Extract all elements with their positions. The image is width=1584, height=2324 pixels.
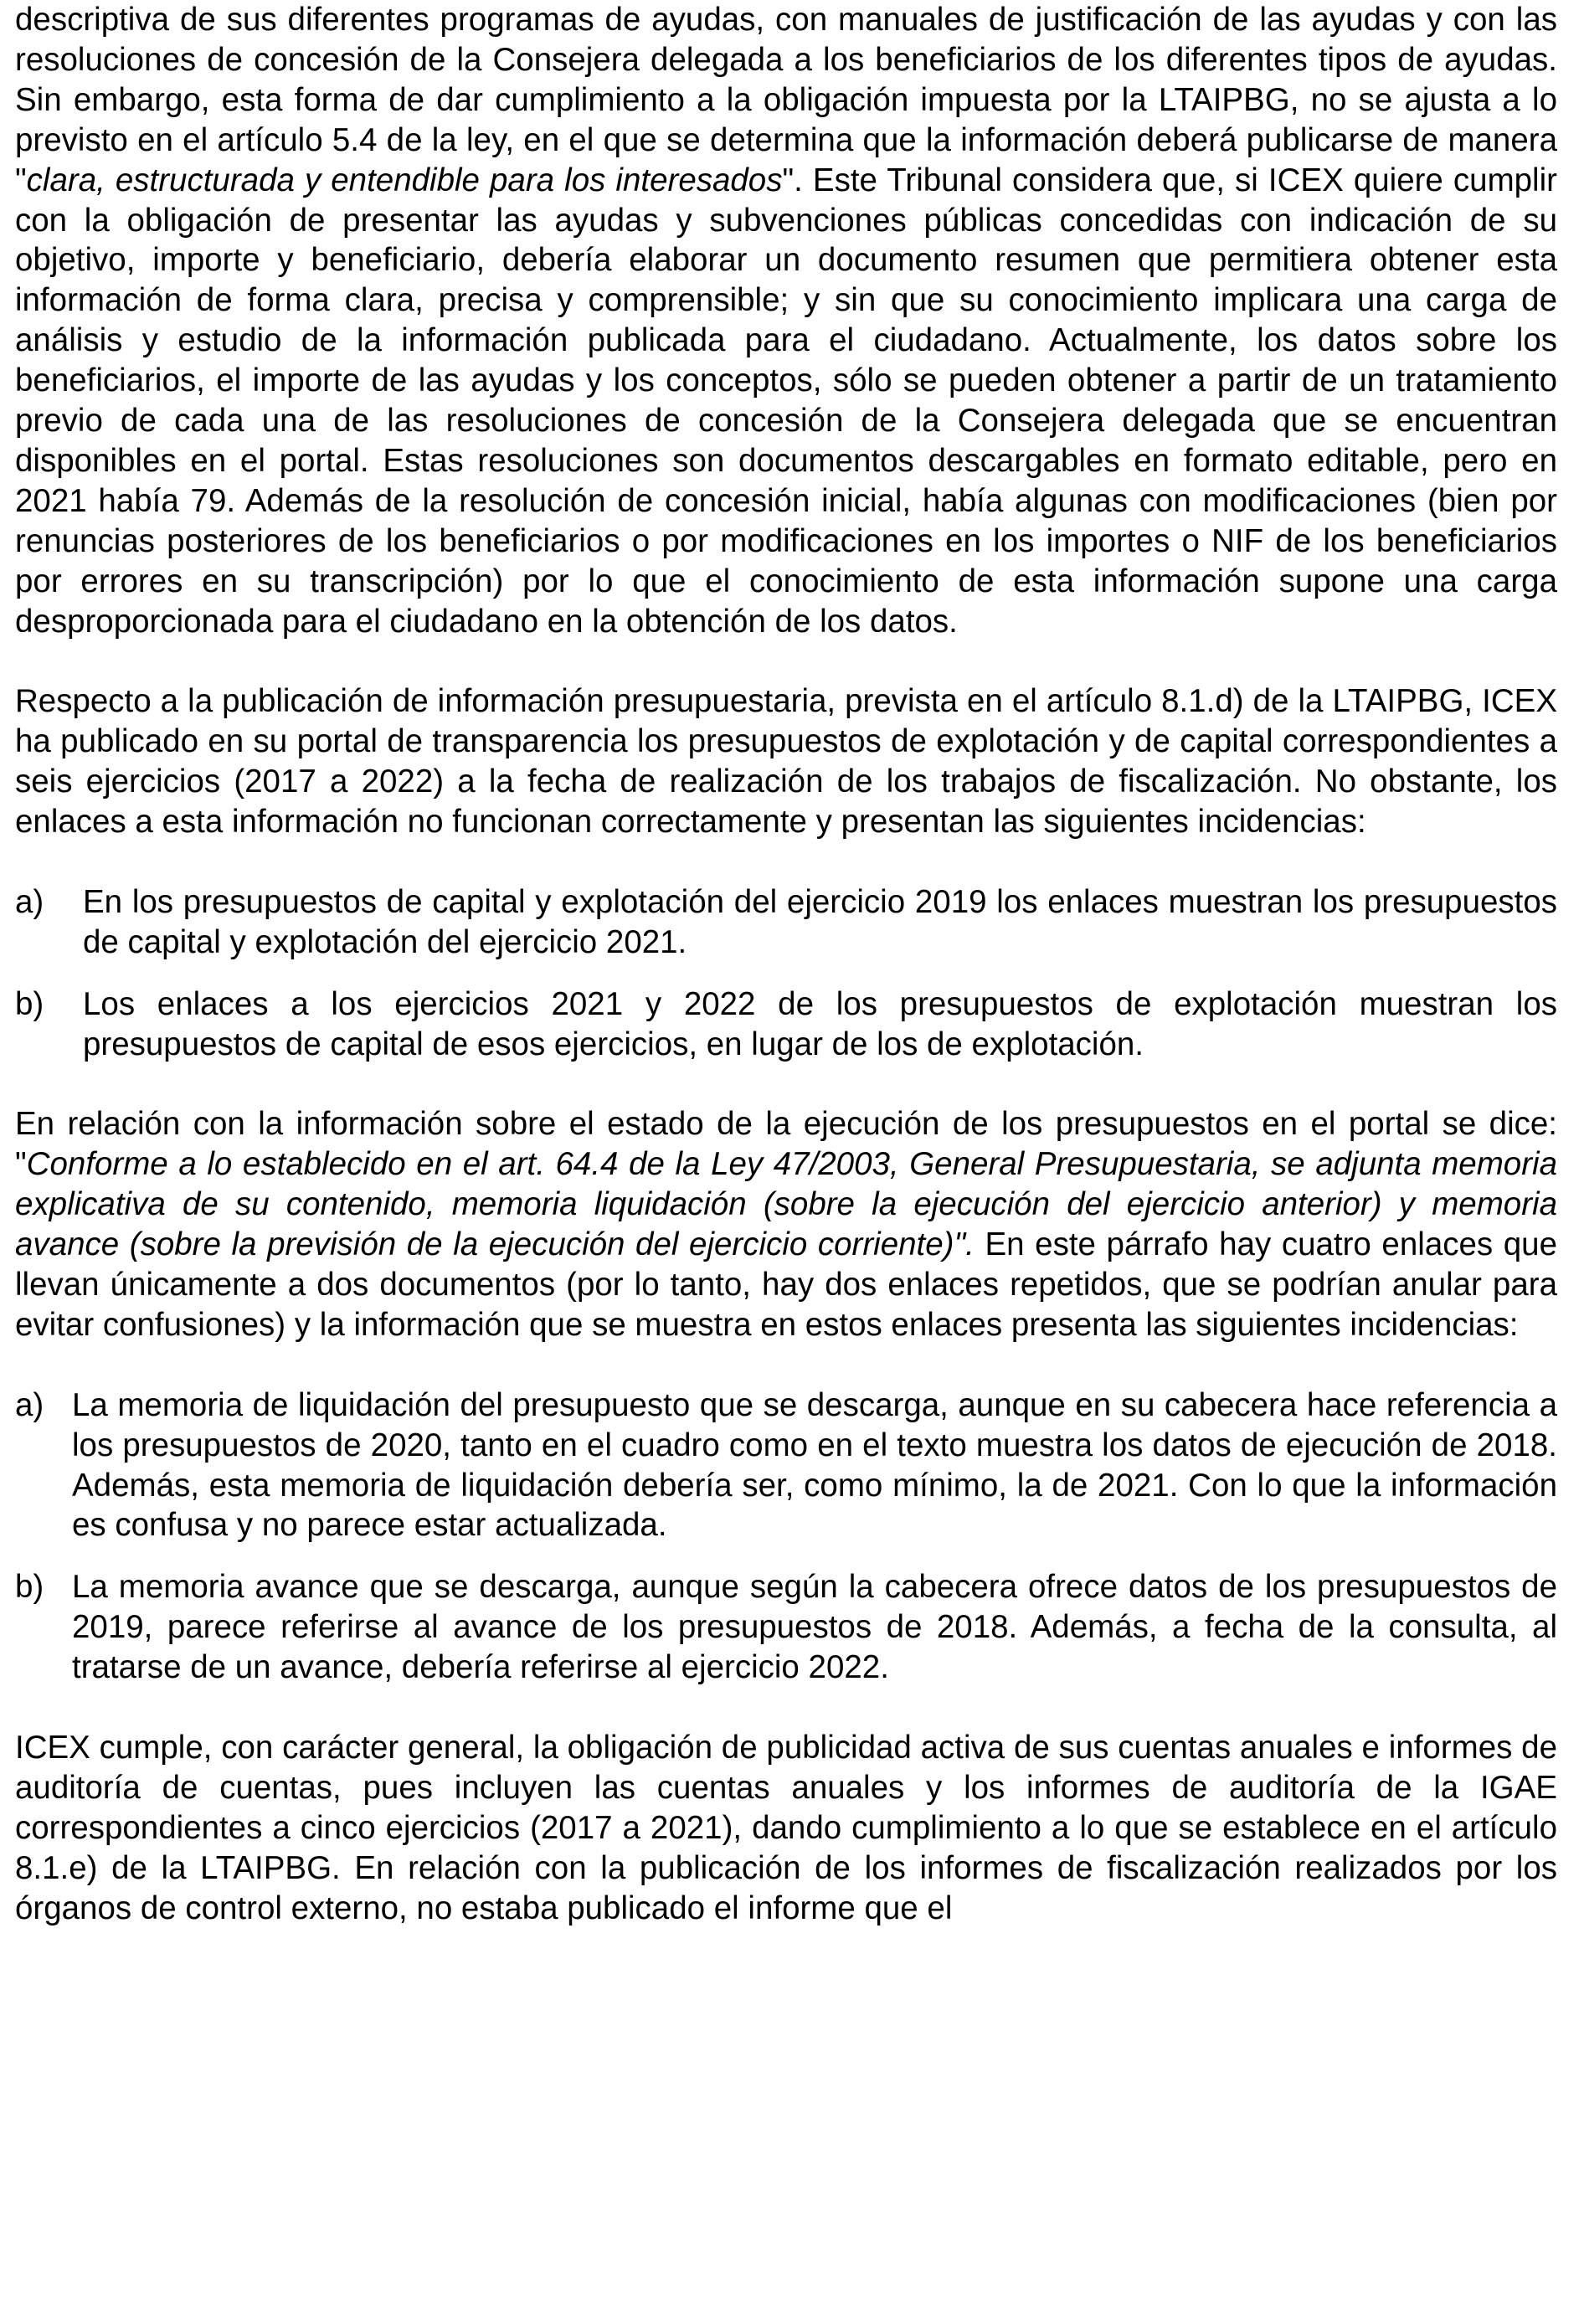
- document-page: [15, 0, 1557, 1929]
- paragraph-ejecucion: [15, 1104, 1557, 1345]
- list-item: [15, 985, 1557, 1065]
- paragraph-cuentas-anuales: ICEX cumple, con carácter general, la obligación de publicidad activa de sus cuentas anuales e informes de auditoría de cuentas, pues incluyen las cuentas anuales y los informes de auditoría de la IGAE correspondientes a cinco ejercicios (2017 a 2021), dando cumplimiento a lo que se establece en el artículo 8.1.e) de la LTAIPBG. En relación con la publicación de los informes de fiscalización realizados por los órganos de control externo, no estaba publicado el informe que el: [15, 1729, 1557, 1926]
- incidencias-list-presupuestos: [15, 882, 1557, 1065]
- list-item-text: La memoria de liquidación del presupuesto que se descarga, aunque en su cabecera hace referencia a los presupuestos de 2020, tanto en el cuadro como en el texto muestra los datos de ejecución de 2018. Además, esta memoria de liquidación debería ser, como mínimo, la de 2021. Con lo que la información es confusa y no parece estar actualizada.: [72, 1386, 1557, 1544]
- list-item-text: En los presupuestos de capital y explotación del ejercicio 2019 los enlaces muestran los presupuestos de capital y explotación del ejercicio 2021.: [83, 883, 1557, 960]
- list-marker: b): [15, 985, 44, 1022]
- list-item: [15, 882, 1557, 963]
- italic-quote: clara, estructurada y entendible para los interesados: [26, 162, 783, 198]
- incidencias-list-memorias: [15, 1386, 1557, 1688]
- italic-quote: Conforme a lo establecido en el art. 64.4 de la Ley 47/2003, General Presupuestaria, se adjunta memoria explicativa de su contenido, memoria liquidación (sobre la ejecución del ejercicio anterior) y memoria avance (sobre la previsión de la ejecución del ejercicio corriente)".: [15, 1146, 1557, 1263]
- paragraph-text: descriptiva de sus diferentes programas de ayudas, con manuales de justificación de las ayudas y con las resoluciones de concesión de la Consejera delegada a los beneficiarios de los diferentes tipos de ayudas. Sin embargo, esta forma de dar cumplimiento a la obligación impuesta por la LTAIPBG, no se ajusta a lo previsto en el artículo 5.4 de la ley, en el que se determina que la información deberá publicarse de manera ": [15, 2, 1557, 198]
- paragraph-text: En relación con la información sobre el estado de la ejecución de los presupuestos en el portal se dice: ": [15, 1106, 1557, 1183]
- paragraph-ayudas: [15, 0, 1557, 642]
- paragraph-text: ". Este Tribunal considera que, si ICEX quiere cumplir con la obligación de presentar las ayudas y subvenciones públicas concedidas con indicación de su objetivo, importe y beneficiario, debería elaborar un documento resumen que permitiera obtener esta información de forma clara, precisa y comprensible; y sin que su conocimiento implicara una carga de análisis y estudio de la información publicada para el ciudadano. Actualmente, los datos sobre los beneficiarios, el importe de las ayudas y los conceptos, sólo se pueden obtener a partir de un tratamiento previo de cada una de las resoluciones de concesión de la Consejera delegada que se encuentran disponibles en el portal. Estas resoluciones son documentos descargables en formato editable, pero en 2021 había 79. Además de la resolución de concesión inicial, había algunas con modificaciones (bien por renuncias posteriores de los beneficiarios o por modificaciones en los importes o NIF de los beneficiarios por errores en su transcripción) por lo que el conocimiento de esta información supone una carga desproporcionada para el ciudadano en la obtención de los datos.: [15, 162, 1557, 640]
- paragraph-text: En este párrafo hay cuatro enlaces que llevan únicamente a dos documentos (por lo tanto, hay dos enlaces repetidos, que se podrían anular para evitar confusiones) y la información que se muestra en estos enlaces presenta las siguientes incidencias:: [15, 1226, 1557, 1343]
- list-marker: a): [15, 883, 44, 920]
- paragraph-presupuestaria: Respecto a la publicación de información presupuestaria, prevista en el artículo 8.1.d) de la LTAIPBG, ICEX ha publicado en su portal de transparencia los presupuestos de explotación y de capital correspondientes a seis ejercicios (2017 a 2022) a la fecha de realización de los trabajos de fiscalización. No obstante, los enlaces a esta información no funcionan correctamente y presentan las siguientes incidencias:: [15, 683, 1557, 841]
- list-item: [15, 1386, 1557, 1546]
- list-marker: a): [15, 1386, 44, 1423]
- list-marker: b): [15, 1569, 44, 1606]
- list-item: [15, 1567, 1557, 1688]
- list-item-text: Los enlaces a los ejercicios 2021 y 2022 de los presupuestos de explotación muestran los presupuestos de capital de esos ejercicios, en lugar de los de explotación.: [83, 985, 1557, 1062]
- list-item-text: La memoria avance que se descarga, aunque según la cabecera ofrece datos de los presupuestos de 2019, parece referirse al avance de los presupuestos de 2018. Además, a fecha de la consulta, al tratarse de un avance, debería referirse al ejercicio 2022.: [72, 1569, 1557, 1686]
